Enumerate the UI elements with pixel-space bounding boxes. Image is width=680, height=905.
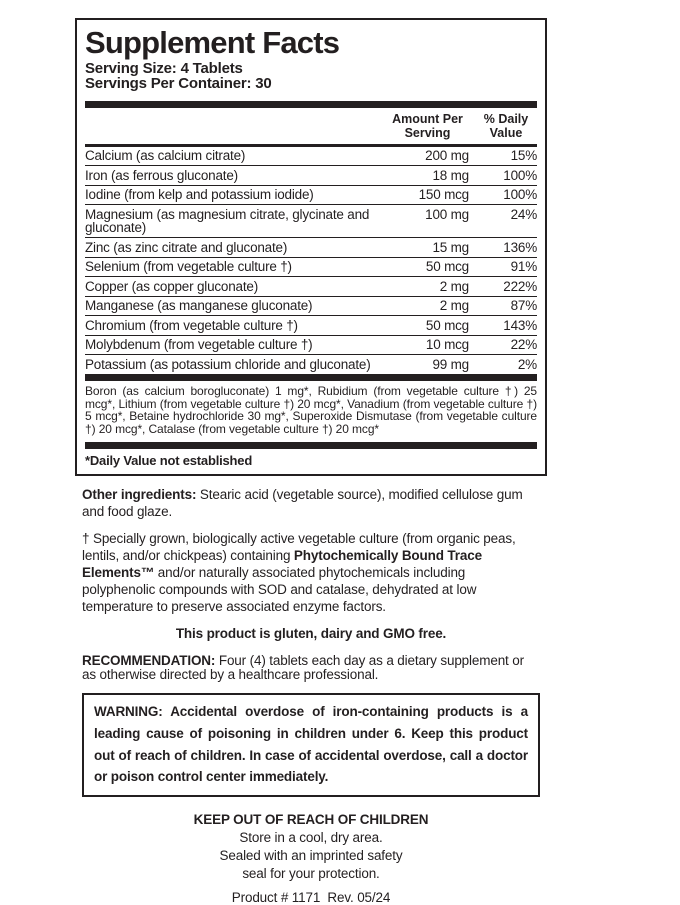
dagger-text-prefix: † Specially grown, biologically active vegetable culture (from organic peas, lentils, and/or chickpeas) containing: [82, 530, 516, 563]
nutrient-name: Iron (as ferrous gluconate): [85, 167, 238, 183]
thick-divider-bar: [85, 101, 537, 108]
recommendation-text: Four (4) tablets each day as a dietary supplement or as otherwise directed by a healthcare professional.: [82, 652, 524, 683]
nutrient-amount: 100 mg: [425, 206, 469, 222]
recommendation-paragraph: [82, 654, 540, 683]
table-row: [85, 336, 537, 356]
storage-footer: [82, 811, 540, 883]
nutrient-name: Copper (as copper gluconate): [85, 278, 259, 294]
table-row: [85, 297, 537, 317]
mineral-rows: [85, 147, 537, 374]
nutrient-daily-value: 136%: [503, 239, 537, 255]
nutrient-amount: 10 mcg: [425, 337, 469, 353]
table-row: [85, 147, 537, 167]
table-row: [85, 166, 537, 186]
nutrient-daily-value: 87%: [510, 298, 537, 314]
nutrient-daily-value: 22%: [510, 337, 537, 353]
table-row: [85, 238, 537, 258]
servings-per-container: Servings Per Container: 30: [85, 75, 272, 93]
nutrient-name: Iodine (from kelp and potassium iodide): [85, 187, 314, 203]
nutrient-name: Molybdenum (from vegetable culture †): [85, 337, 313, 353]
nutrient-daily-value: 222%: [503, 278, 537, 294]
nutrient-amount: 2 mg: [439, 278, 469, 294]
nutrient-name: Magnesium (as magnesium citrate, glycinate and gluconate): [85, 206, 370, 236]
other-compounds-paragraph: Boron (as calcium borogluconate) 1 mg*, Rubidium (from vegetable culture †) 25 mcg*, Lithium (from vegetable culture †) 20 mcg*, Vanadium (from vegetable culture †) 5 mcg*, Betaine hydrochloride 30 mg*, Superoxide Dismutase (from vegetable culture †) 20 mcg*, Catalase (from vegetable culture †) 20 mcg*: [85, 383, 537, 437]
warning-label: WARNING:: [94, 704, 163, 720]
daily-value-footnote: *Daily Value not established: [85, 452, 253, 468]
product-number-line: Product # 1171 Rev. 05/24: [231, 889, 391, 905]
nutrient-amount: 150 mcg: [418, 187, 469, 203]
nutrient-amount: 18 mg: [432, 167, 469, 183]
table-row: [85, 316, 537, 336]
nutrient-amount: 15 mg: [432, 239, 469, 255]
seal-line-1: Sealed with an imprinted safety: [219, 847, 403, 863]
recommendation-label: RECOMMENDATION:: [82, 652, 216, 668]
other-ingredients-label: Other ingredients:: [82, 486, 197, 502]
nutrient-daily-value: 15%: [510, 148, 537, 164]
nutrient-amount: 200 mg: [425, 148, 469, 164]
thick-divider-bar: [85, 374, 537, 381]
label-column: [75, 18, 547, 905]
table-row: [85, 355, 537, 374]
warning-text: Accidental overdose of iron-containing products is a leading cause of poisoning in children under 6. Keep this product out of reach of children. In case of accidental overdose, call a doctor or poison control center immediately.: [94, 704, 528, 785]
dagger-footnote-paragraph: [82, 530, 540, 615]
percent-daily-value-header: % Daily Value: [483, 111, 529, 140]
nutrient-daily-value: 91%: [510, 259, 537, 275]
supplement-facts-panel: [75, 18, 547, 476]
nutrient-daily-value: 24%: [510, 206, 537, 222]
dagger-text-suffix: and/or naturally associated phytochemicals including polyphenolic compounds with SOD and catalase, dehydrated at low temperature to preserve associated enzyme factors.: [82, 564, 477, 614]
table-row: [85, 205, 537, 238]
nutrient-amount: 99 mg: [432, 356, 469, 372]
below-panel-sections: [75, 486, 547, 905]
other-ingredients-paragraph: [82, 486, 540, 521]
nutrient-name: Zinc (as zinc citrate and gluconate): [85, 239, 288, 255]
other-ingredients-text: Stearic acid (vegetable source), modified cellulose gum and food glaze.: [82, 486, 523, 520]
nutrient-name: Chromium (from vegetable culture †): [85, 317, 298, 333]
nutrient-name: Potassium (as potassium chloride and gluconate): [85, 356, 371, 372]
nutrient-name: Selenium (from vegetable culture †): [85, 259, 292, 275]
table-row: [85, 186, 537, 206]
table-row: [85, 258, 537, 278]
nutrient-name: Calcium (as calcium citrate): [85, 148, 246, 164]
serving-size: Serving Size: 4 Tablets: [85, 60, 243, 77]
panel-title: Supplement Facts: [85, 25, 340, 60]
store-line: Store in a cool, dry area.: [239, 829, 383, 845]
dagger-trademark-name: Phytochemically Bound Trace Elements™: [82, 547, 482, 580]
seal-line-2: seal for your protection.: [242, 865, 380, 881]
nutrient-daily-value: 143%: [503, 317, 537, 333]
nutrient-amount: 50 mcg: [425, 317, 469, 333]
table-header-row: [85, 108, 537, 147]
nutrient-daily-value: 100%: [503, 187, 537, 203]
nutrient-amount: 2 mg: [439, 298, 469, 314]
gluten-free-statement: This product is gluten, dairy and GMO free.: [175, 625, 447, 641]
nutrient-amount: 50 mcg: [425, 259, 469, 275]
nutrient-daily-value: 2%: [517, 356, 537, 372]
iron-warning-box: [82, 693, 540, 796]
nutrient-daily-value: 100%: [503, 167, 537, 183]
amount-per-serving-header: Amount Per Serving: [392, 111, 463, 140]
thick-divider-bar: [85, 442, 537, 449]
keep-out-of-reach-line: KEEP OUT OF REACH OF CHILDREN: [193, 811, 429, 827]
nutrient-name: Manganese (as manganese gluconate): [85, 298, 313, 314]
table-row: [85, 277, 537, 297]
